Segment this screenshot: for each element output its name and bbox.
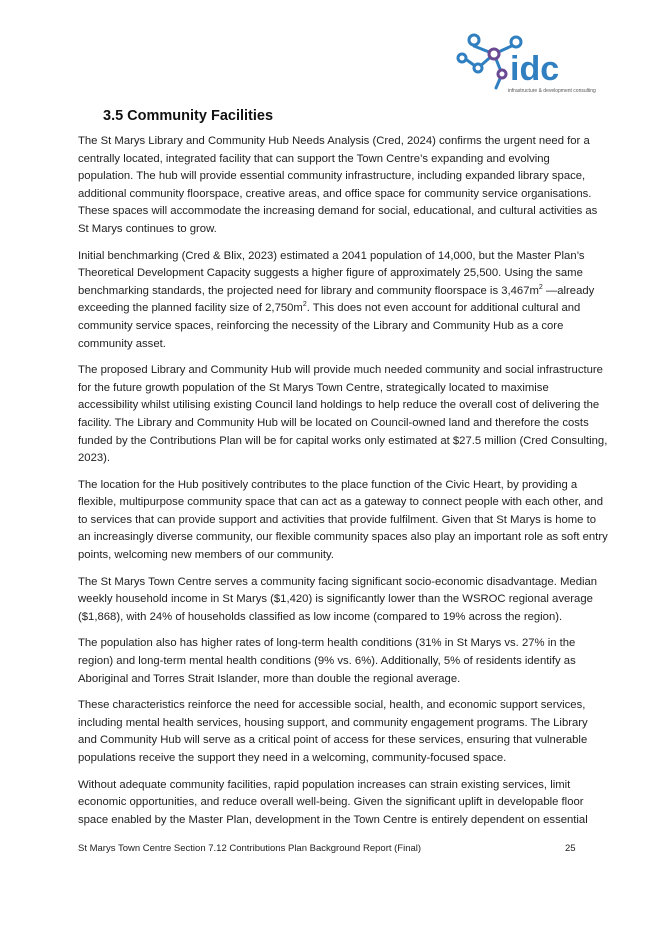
page-number: 25 [565,843,576,854]
company-logo [452,28,596,98]
footer-title: St Marys Town Centre Section 7.12 Contributions Plan Background Report (Final) [78,843,422,854]
text-run: —already exceeding the planned facility size of 2,750m [78,284,595,315]
paragraph: Without adequate community facilities, rapid population increases can strain existing services, limit economic opportunities, and reduce overall well-being. Given the significant uplift in developable floor space enabled by the Master Plan, development in the Town Centre is entirely dependent on essential [78,778,588,826]
paragraph: The population also has higher rates of long-term health conditions (31% in St Marys vs. 27% in the region) and long-term mental health conditions (9% vs. 6%). Additionally, 5% of residents identify as Aboriginal and Torres Strait Islander, more than double the regional average. [78,637,576,685]
text-run: Initial benchmarking (Cred & Blix, 2023) estimated a 2041 population of 14,000, but the Master Plan’s Theoretical Development Capacity suggests a higher figure of approximately 25,500. Using the same benchmarking standards, the projected need for library and community floorspace is 3,467m [78,249,585,297]
paragraph: The proposed Library and Community Hub will provide much needed community and social infrastructure for the future growth population of the St Marys Town Centre, strategically located to maximise accessibility whilst utilising existing Council land holdings to help reduce the overall cost of delivering the facility. The Library and Community Hub will be located on Council-owned land and therefore the costs funded by the Contributions Plan will be for capital works only estimated at $27.5 million (Cred Consulting, 2023). [78,364,608,465]
section-heading: 3.5 Community Facilities [103,108,274,124]
paragraph-benchmarking [78,248,608,354]
superscript: 2 [302,301,307,309]
logo-tagline: infrastructure & development consulting [508,88,596,94]
network-molecule-icon [452,28,596,98]
superscript: 2 [538,283,543,291]
paragraph: The St Marys Town Centre serves a community facing significant socio-economic disadvantage. Median weekly household income in St Marys ($1,420) is significantly lower than the WSROC regional average ($1,868), with 24% of households classified as low income (compared to 19% across the region). [78,575,598,623]
paragraph: The location for the Hub positively contributes to the place function of the Civic Heart, by providing a flexible, multipurpose community space that can act as a gateway to connect people with each other, and to services that can provide support and activities that provide fulfilment. Given that St Marys is home to an increasingly diverse community, our flexible community spaces also play an important role as soft entry points, welcoming new members of our community. [78,478,608,562]
paragraph: The St Marys Library and Community Hub Needs Analysis (Cred, 2024) confirms the urgent need for a centrally located, integrated facility that can support the Town Centre’s expanding and evolving population. The hub will provide essential community infrastructure, including expanded library space, additional community floorspace, creative areas, and office space for community service organisations. These spaces will accommodate the increasing demand for social, educational, and cultural activities as St Marys continues to grow. [78,135,598,235]
body-text [78,133,608,838]
logo-wordmark: idc [510,50,560,88]
paragraph: These characteristics reinforce the need for accessible social, health, and economic support services, including mental health services, housing support, and community engagement programs. The Library and Community Hub will serve as a critical point of access for these services, ensuring that vulnerable populations receive the support they need in a welcoming, community-focused space. [78,699,588,764]
text-run: . This does not even account for additional cultural and community service spaces, reinforcing the necessity of the Library and Community Hub as a core community asset. [78,302,581,350]
